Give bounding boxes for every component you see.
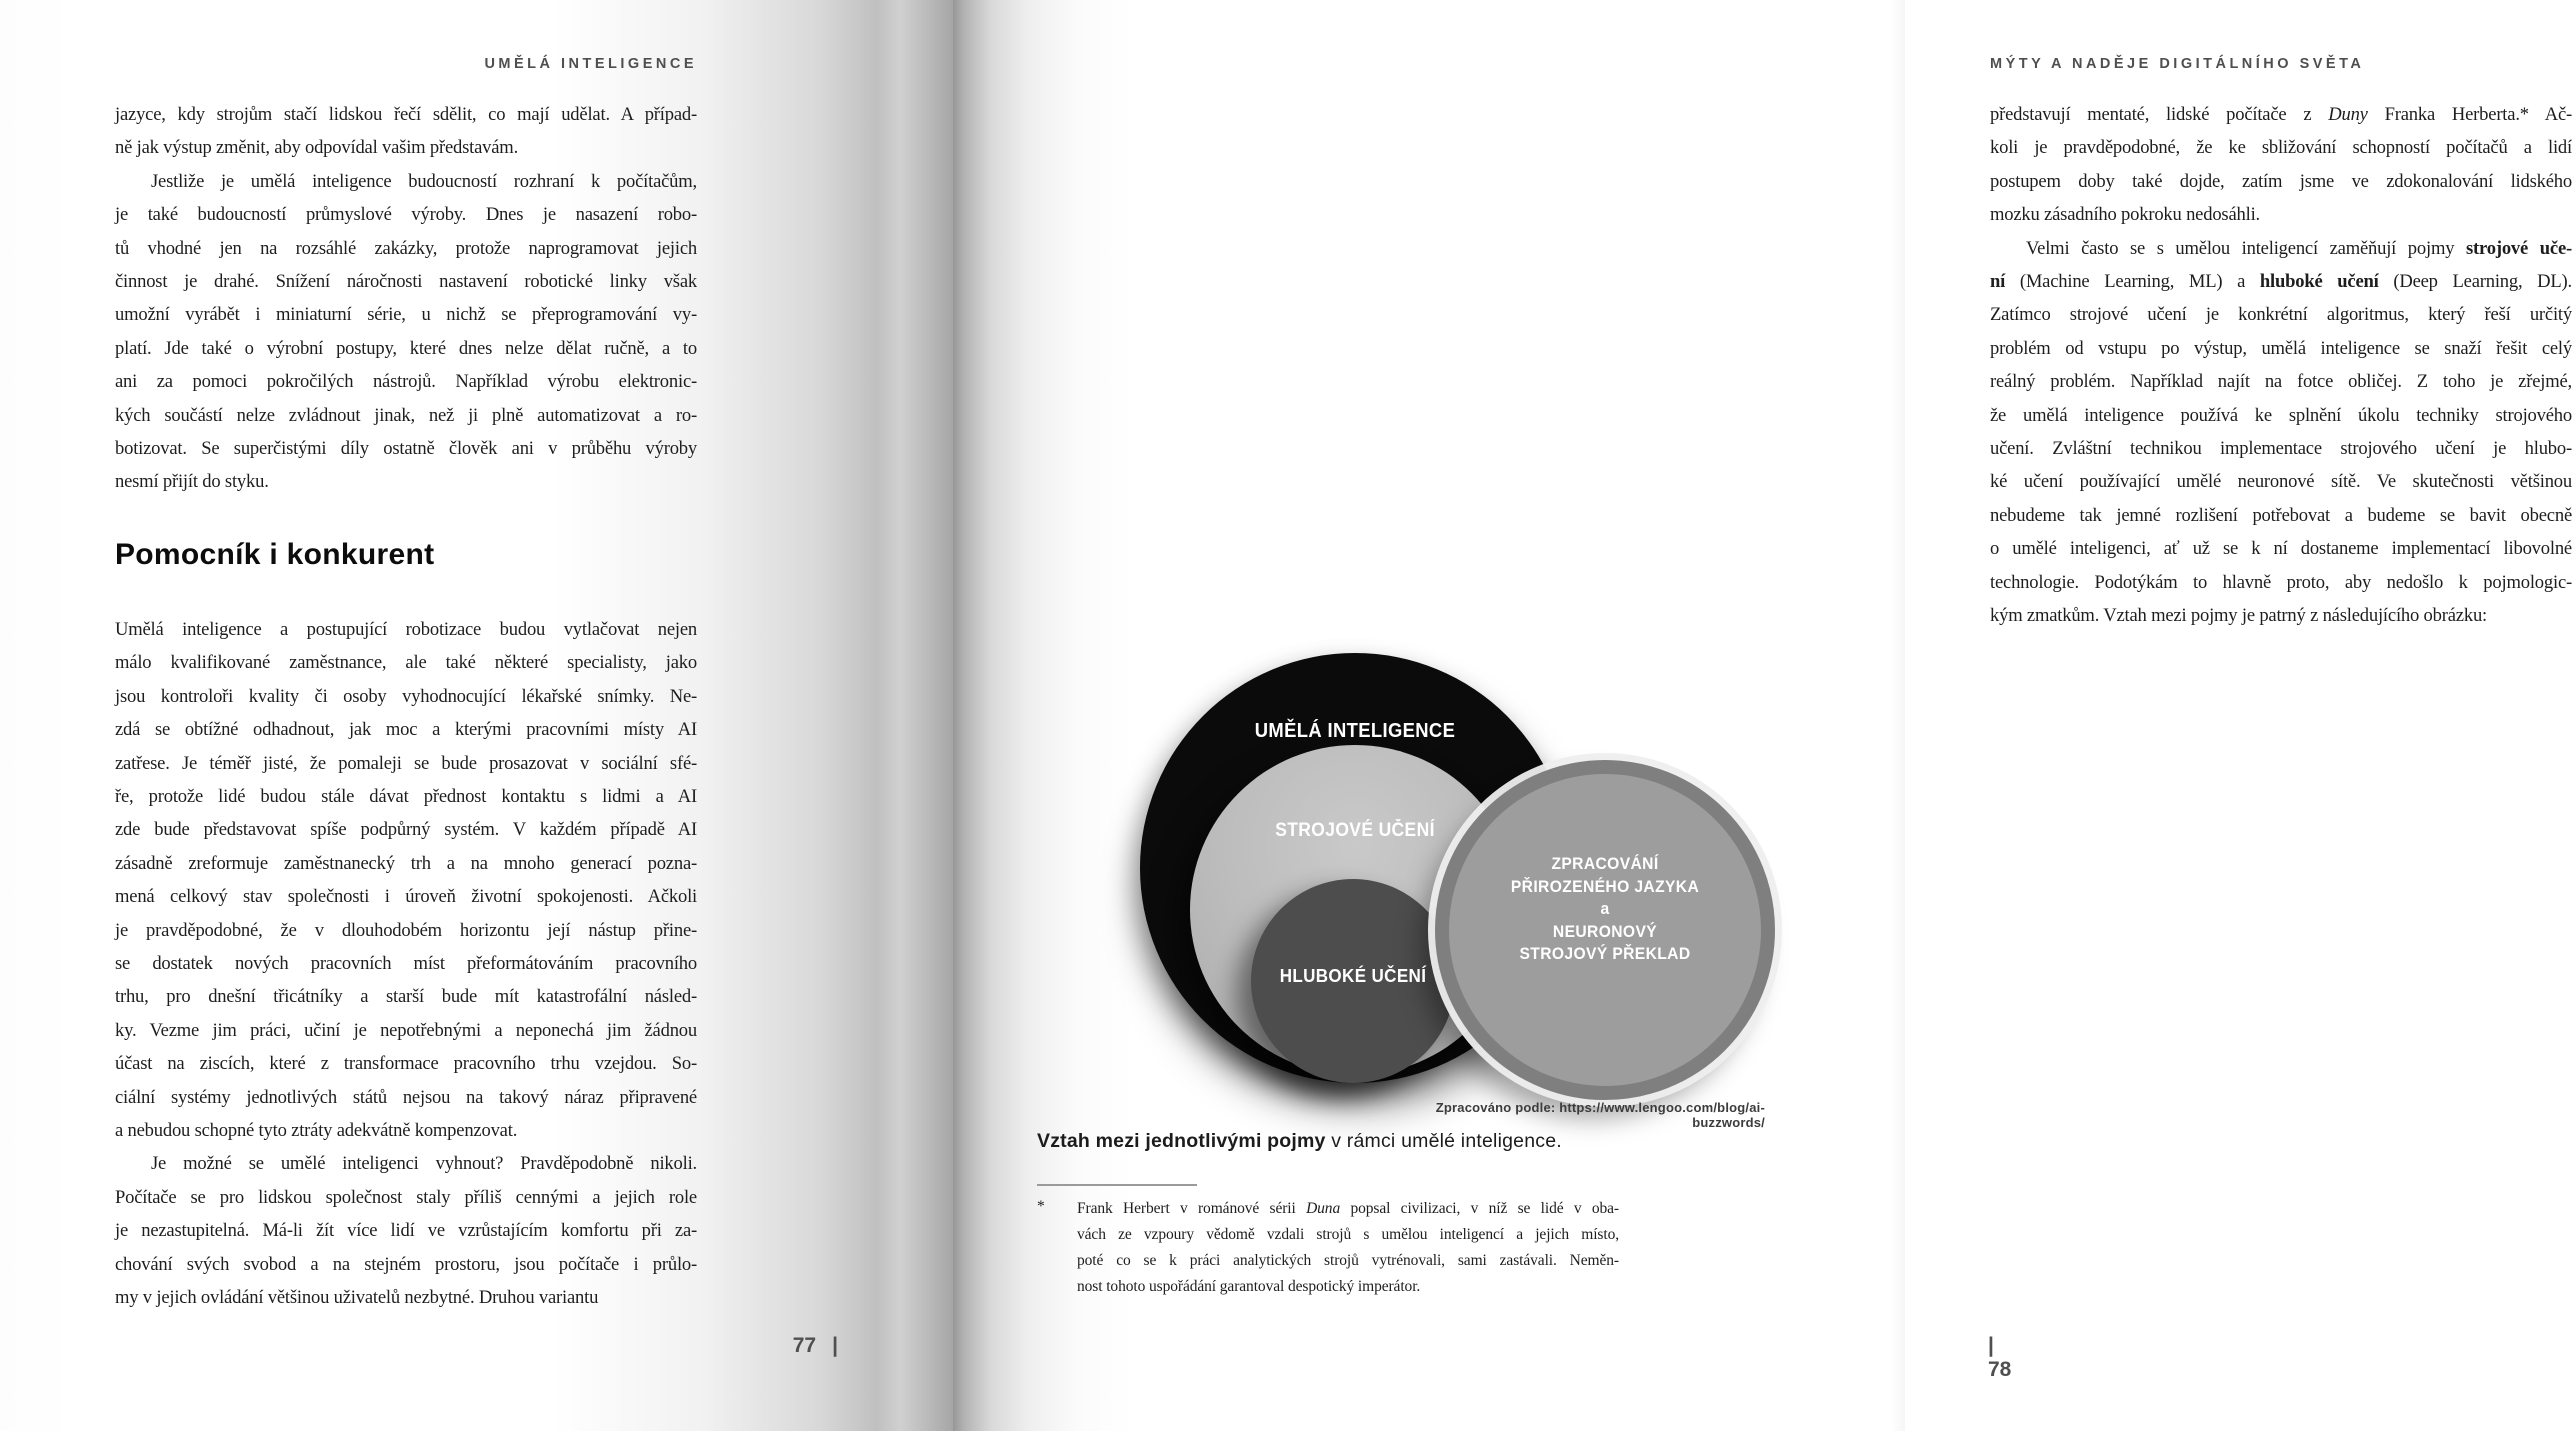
label-line: STROJOVÝ PŘEKLAD xyxy=(1519,944,1691,963)
text-line: je nezastupitelná. Má-li žít více lidí ve vzrůstajícím komfortu při za- xyxy=(115,1220,697,1242)
text-line: poté co se k práci analytických strojů vytrénovali, sami zastávali. Neměn- xyxy=(1077,1252,1619,1269)
page-number-value: 77 xyxy=(792,1334,817,1357)
footnote-rule xyxy=(1037,1184,1197,1186)
text-line: mozku zásadního pokroku nedosáhli. xyxy=(1990,204,2260,226)
text-line: jazyce, kdy strojům stačí lidskou řečí sdělit, co mají udělat. A případ- xyxy=(115,104,697,125)
text-line: ky. Vezme jim práci, učiní je nepotřebnými a neponechá jim žádnou xyxy=(115,1019,697,1041)
text-line: nesmí přijít do styku. xyxy=(115,471,269,493)
left-page xyxy=(0,0,953,1431)
ai-circle-label: UMĚLÁ INTELIGENCE xyxy=(1254,720,1456,742)
nlp-label xyxy=(1458,853,1752,966)
text-line: vách ze vzpoury vědomě vzdali strojů s umělou inteligencí a jejich místo, xyxy=(1077,1226,1619,1243)
label-line: ZPRACOVÁNÍ xyxy=(1551,854,1659,873)
text-line: ani za pomoci pokročilých nástrojů. Například výrobu elektronic- xyxy=(115,371,697,393)
text-line: umožní vyrábět i miniaturní série, u nichž se přeprogramování vy- xyxy=(115,304,697,326)
paragraph xyxy=(1077,1196,1619,1300)
text-line: trhu, pro dnešní třicátníky a starší bude mít katastrofální násled- xyxy=(115,986,697,1008)
text-line: zde bude představovat spíše podpůrný systém. V každém případě AI xyxy=(115,819,697,841)
text-line: Jestliže je umělá inteligence budoucností rozhraní k počítačům, xyxy=(151,170,697,192)
text-line: reálný problém. Například najít na fotce obličej. Z toho je zřejmé, xyxy=(1990,371,2572,393)
left-page-body xyxy=(115,98,697,1314)
label-line: PŘIROZENÉHO JAZYKA xyxy=(1510,876,1700,896)
text-line: o umělé inteligenci, ať už se k ní dostaneme implementací libovolné xyxy=(1990,538,2572,560)
text-line: Počítače se pro lidskou společnost staly příliš cennými a jejich role xyxy=(115,1186,697,1208)
paragraph xyxy=(115,165,697,499)
label-line: a xyxy=(1600,899,1610,918)
text-line: problém od vstupu po výstup, umělá inteligence se snaží řešit celý xyxy=(1990,337,2572,359)
text-line: Frank Herbert v románové sérii Duna popsal civilizaci, v níž se lidé v oba- xyxy=(1077,1200,1619,1217)
figure-source-credit: Zpracováno podle: https://www.lengoo.com/blog/ai-buzzwords/ xyxy=(1435,1100,1765,1130)
left-running-head: UMĚLÁ INTELIGENCE xyxy=(484,56,697,72)
text-line: zásadně zreformuje zaměstnanecký trh a na mnoho generací pozna- xyxy=(115,852,697,874)
right-page-number xyxy=(1988,1334,2011,1382)
text-line: že umělá inteligence používá ke splnění úkolu techniky strojového xyxy=(1990,404,2572,426)
text-line: kých součástí nelze zvládnout jinak, než ji plně automatizovat a ro- xyxy=(115,404,697,426)
text-line: postupem doby také dojde, zatím jsme ve zdokonalování lidského xyxy=(1990,170,2572,192)
text-line: nebudeme tak jemné rozlišení potřebovat a budeme se bavit obecně xyxy=(1990,504,2572,526)
text-line: ké učení používající umělé neuronové sítě. Ve skutečnosti většinou xyxy=(1990,471,2572,493)
text-line: Velmi často se s umělou inteligencí zaměňují pojmy strojové uče- xyxy=(2026,237,2572,259)
text-line: málo kvalifikované zaměstnance, ale také některé specialisty, jako xyxy=(115,652,697,674)
text-line: technologie. Podotýkám to hlavně proto, aby nedošlo k pojmologic- xyxy=(1990,571,2572,593)
right-running-head: MÝTY A NADĚJE DIGITÁLNÍHO SVĚTA xyxy=(1990,56,2365,72)
text-line: mená celkový stav společnosti i úroveň životní spokojenosti. Ačkoli xyxy=(115,886,697,908)
page-number-value: 78 xyxy=(1988,1358,2012,1381)
text-line: se dostatek nových pracovních míst přeformátováním pracovního xyxy=(115,952,697,974)
footnote-marker: * xyxy=(1037,1198,1045,1215)
text-line: Zatímco strojové učení je konkrétní algoritmus, který řeší určitý xyxy=(1990,304,2572,326)
label-line: NEURONOVÝ xyxy=(1552,921,1658,941)
text-line: ní (Machine Learning, ML) a hluboké učení (Deep Learning, DL). xyxy=(1990,271,2572,293)
text-line: ně jak výstup změnit, aby odpovídal vašim představám. xyxy=(115,137,519,159)
paragraph xyxy=(115,98,697,165)
text-line: ciální systémy jednotlivých států nejsou na takový náraz připravené xyxy=(115,1086,697,1108)
text-line: představují mentaté, lidské počítače z Duny Franka Herberta.* Ač- xyxy=(1990,104,2572,125)
right-page-body xyxy=(1990,98,2572,633)
left-page-number xyxy=(598,1334,838,1358)
text-line: jsou kontroloři kvality či osoby vyhodnocující lékařské snímky. Ne- xyxy=(115,685,697,707)
text-line: je také budoucností průmyslové výroby. Dnes je nasazení robo- xyxy=(115,204,697,226)
text-line: zatřese. Je téměř jisté, že pomaleji se bude prosazovat v sociální sfé- xyxy=(115,752,697,774)
text-line: učení. Zvláštní technikou implementace strojového učení je hlubo- xyxy=(1990,438,2572,460)
text-line: činnost je drahé. Snížení náročnosti nastavení robotické linky však xyxy=(115,271,697,293)
text-line: chování svých svobod a na stejném prostoru, jsou počítače i průlo- xyxy=(115,1253,697,1275)
text-line: zdá se obtížné odhadnout, jak moc a kterými pracovními místy AI xyxy=(115,719,697,741)
text-line: my v jejich ovládání většinou uživatelů nezbytné. Druhou variantu xyxy=(115,1287,599,1308)
text-line: nost tohoto uspořádání garantoval despotický imperátor. xyxy=(1077,1278,1421,1295)
figure-caption: Vztah mezi jednotlivými pojmy v rámci umělé inteligence. xyxy=(1037,1130,1562,1152)
paragraph xyxy=(115,613,697,1148)
text-line: Umělá inteligence a postupující robotizace budou vytlačovat nejen xyxy=(115,618,697,640)
paragraph xyxy=(1990,232,2572,633)
text-line: Je možné se umělé inteligenci vyhnout? Pravděpodobně nikoli. xyxy=(151,1153,697,1175)
text-line: je pravděpodobné, že v dlouhodobém horizontu její nástup přine- xyxy=(115,919,697,941)
page-number-divider: | xyxy=(832,1334,838,1357)
text-line: platí. Jde také o výrobní postupy, které dnes nelze dělat ručně, a to xyxy=(115,337,697,359)
text-line: botizovat. Se superčistými díly ostatně člověk ani v průběhu výroby xyxy=(115,438,697,460)
text-line: tů vhodné jen na rozsáhlé zakázky, protože naprogramovat jejich xyxy=(115,237,697,259)
text-line: účast na ziscích, které z transformace pracovního trhu vzejdou. So- xyxy=(115,1053,697,1075)
paragraph xyxy=(115,1147,697,1314)
deep-learning-label: HLUBOKÉ UČENÍ xyxy=(1279,965,1427,986)
text-line: koli je pravděpodobné, že ke sbližování schopností počítačů a lidí xyxy=(1990,137,2572,159)
text-line: a nebudou schopné tyto ztráty adekvátně kompenzovat. xyxy=(115,1119,518,1141)
text-line: ře, protože lidé budou stále dávat přednost kontaktu s lidmi a AI xyxy=(115,785,697,807)
page-number-divider: | xyxy=(1988,1334,1994,1357)
footnote xyxy=(1037,1196,1619,1300)
text-line: kým zmatkům. Vztah mezi pojmy je patrný z následujícího obrázku: xyxy=(1990,605,2488,627)
footnote-text xyxy=(1077,1196,1619,1300)
machine-learning-label: STROJOVÉ UČENÍ xyxy=(1275,820,1435,841)
section-heading: Pomocník i konkurent xyxy=(115,537,435,571)
paragraph xyxy=(1990,98,2572,232)
